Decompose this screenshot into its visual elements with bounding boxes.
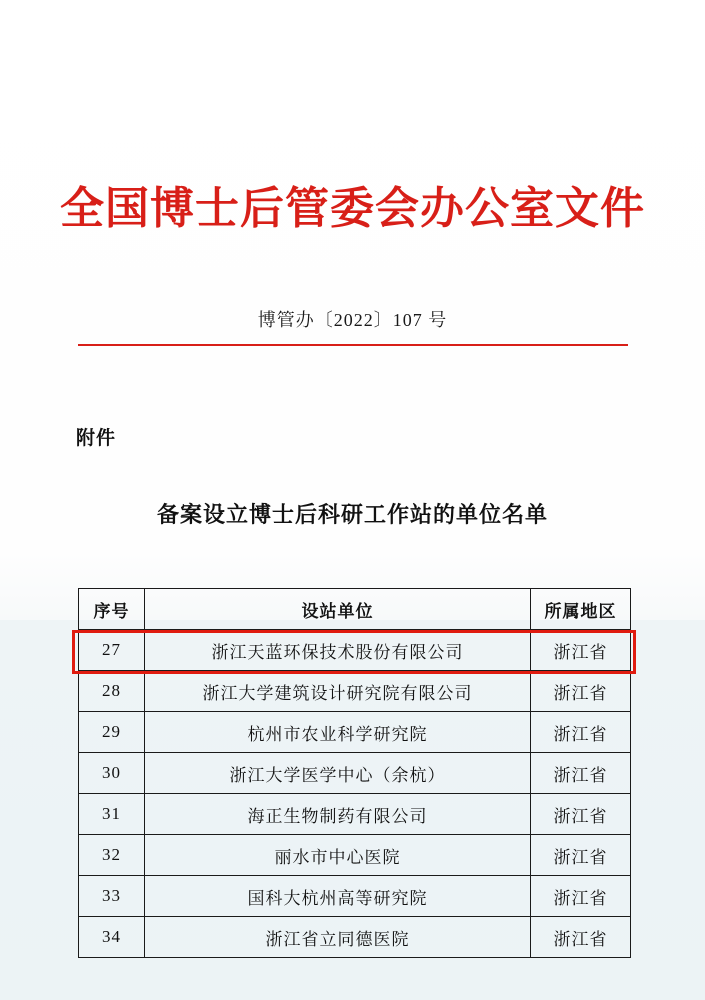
list-title: 备案设立博士后科研工作站的单位名单 [156, 502, 548, 527]
table-row [79, 671, 631, 712]
cell-index: 28 [79, 671, 145, 712]
cell-unit: 浙江大学医学中心（余杭） [145, 753, 531, 794]
red-divider-rule [78, 344, 628, 346]
cell-region: 浙江省 [531, 835, 631, 876]
cell-region: 浙江省 [531, 876, 631, 917]
unit-list-table-wrapper [78, 588, 630, 958]
cell-unit: 丽水市中心医院 [145, 835, 531, 876]
table-row [79, 753, 631, 794]
cell-region: 浙江省 [531, 712, 631, 753]
cell-unit: 海正生物制药有限公司 [145, 794, 531, 835]
table-row [79, 835, 631, 876]
column-header-unit: 设站单位 [145, 589, 531, 630]
table-row [79, 876, 631, 917]
table-row [79, 712, 631, 753]
attachment-label: 附件 [76, 428, 117, 449]
cell-unit: 国科大杭州高等研究院 [145, 876, 531, 917]
cell-region: 浙江省 [531, 671, 631, 712]
cell-unit: 浙江大学建筑设计研究院有限公司 [145, 671, 531, 712]
table-row [79, 630, 631, 671]
table-header-row [79, 589, 631, 630]
cell-unit: 杭州市农业科学研究院 [145, 712, 531, 753]
cell-index: 31 [79, 794, 145, 835]
table-row [79, 917, 631, 958]
cell-unit: 浙江省立同德医院 [145, 917, 531, 958]
cell-region: 浙江省 [531, 630, 631, 671]
cell-region: 浙江省 [531, 917, 631, 958]
table-row [79, 794, 631, 835]
column-header-region: 所属地区 [531, 589, 631, 630]
cell-unit: 浙江天蓝环保技术股份有限公司 [145, 630, 531, 671]
cell-index: 34 [79, 917, 145, 958]
cell-index: 27 [79, 630, 145, 671]
cell-index: 32 [79, 835, 145, 876]
document-title: 全国博士后管委会办公室文件 [60, 183, 645, 234]
unit-list-table [78, 588, 631, 958]
cell-region: 浙江省 [531, 753, 631, 794]
column-header-index: 序号 [79, 589, 145, 630]
cell-region: 浙江省 [531, 794, 631, 835]
cell-index: 30 [79, 753, 145, 794]
cell-index: 33 [79, 876, 145, 917]
cell-index: 29 [79, 712, 145, 753]
document-number: 博管办〔2022〕107 号 [257, 310, 448, 330]
